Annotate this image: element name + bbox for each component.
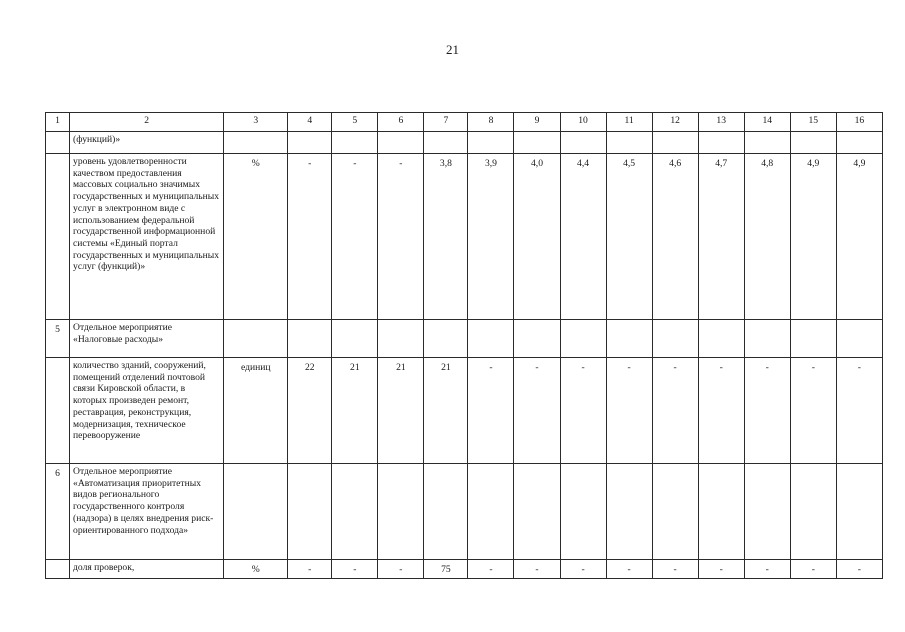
value-cell xyxy=(652,132,698,154)
header-cell: 15 xyxy=(790,113,836,132)
value-cell: - xyxy=(560,358,606,464)
row-description: (функций)» xyxy=(70,132,224,154)
value-cell: - xyxy=(606,358,652,464)
value-cell: - xyxy=(698,358,744,464)
table-row xyxy=(46,154,883,320)
value-cell xyxy=(424,132,468,154)
row-description: Отдельное мероприятие «Налоговые расходы» xyxy=(70,320,224,358)
table-row xyxy=(46,464,883,560)
header-cell: 10 xyxy=(560,113,606,132)
value-cell: 4,9 xyxy=(790,154,836,320)
value-cell xyxy=(378,464,424,560)
value-cell xyxy=(606,320,652,358)
value-cell: - xyxy=(468,358,514,464)
header-cell: 1 xyxy=(46,113,70,132)
value-cell: - xyxy=(790,560,836,579)
value-cell: 4,9 xyxy=(836,154,882,320)
value-cell xyxy=(424,464,468,560)
value-cell xyxy=(514,464,560,560)
row-index xyxy=(46,358,70,464)
value-cell: - xyxy=(790,358,836,464)
value-cell xyxy=(378,320,424,358)
value-cell xyxy=(288,464,332,560)
value-cell: 22 xyxy=(288,358,332,464)
row-unit xyxy=(224,464,288,560)
value-cell: - xyxy=(836,560,882,579)
header-cell: 2 xyxy=(70,113,224,132)
value-cell xyxy=(332,464,378,560)
value-cell xyxy=(652,320,698,358)
value-cell xyxy=(606,132,652,154)
row-index xyxy=(46,560,70,579)
row-description: уровень удовлетворенности качеством предоставления массовых социально значимых государственных и муниципальных услуг в электронном виде с использованием федеральной государственной информационной системы «Единый портал государственных и муниципальных услуг (функций)» xyxy=(70,154,224,320)
value-cell xyxy=(288,132,332,154)
value-cell xyxy=(652,464,698,560)
value-cell: - xyxy=(514,358,560,464)
value-cell: 21 xyxy=(424,358,468,464)
value-cell xyxy=(468,132,514,154)
value-cell: - xyxy=(744,560,790,579)
value-cell xyxy=(790,132,836,154)
table-row xyxy=(46,132,883,154)
header-cell: 4 xyxy=(288,113,332,132)
value-cell xyxy=(560,132,606,154)
value-cell: 4,5 xyxy=(606,154,652,320)
value-cell: - xyxy=(606,560,652,579)
row-unit xyxy=(224,132,288,154)
value-cell xyxy=(514,132,560,154)
header-cell: 5 xyxy=(332,113,378,132)
value-cell xyxy=(378,132,424,154)
value-cell xyxy=(606,464,652,560)
row-unit: % xyxy=(224,154,288,320)
value-cell: - xyxy=(652,358,698,464)
value-cell xyxy=(560,320,606,358)
row-description: доля проверок, xyxy=(70,560,224,579)
value-cell xyxy=(560,464,606,560)
value-cell: 4,8 xyxy=(744,154,790,320)
value-cell: - xyxy=(652,560,698,579)
table-row xyxy=(46,358,883,464)
header-cell: 13 xyxy=(698,113,744,132)
value-cell xyxy=(836,132,882,154)
header-cell: 12 xyxy=(652,113,698,132)
value-cell xyxy=(790,464,836,560)
header-cell: 9 xyxy=(514,113,560,132)
value-cell xyxy=(332,132,378,154)
value-cell xyxy=(332,320,378,358)
value-cell: - xyxy=(698,560,744,579)
value-cell xyxy=(514,320,560,358)
row-unit: единиц xyxy=(224,358,288,464)
value-cell xyxy=(836,320,882,358)
page-number: 21 xyxy=(446,42,459,57)
value-cell: 4,4 xyxy=(560,154,606,320)
value-cell: - xyxy=(514,560,560,579)
value-cell xyxy=(468,320,514,358)
value-cell: - xyxy=(468,560,514,579)
value-cell xyxy=(288,320,332,358)
value-cell: - xyxy=(836,358,882,464)
value-cell xyxy=(698,132,744,154)
value-cell xyxy=(698,464,744,560)
value-cell: 4,6 xyxy=(652,154,698,320)
value-cell: 4,0 xyxy=(514,154,560,320)
header-cell: 11 xyxy=(606,113,652,132)
value-cell: 21 xyxy=(378,358,424,464)
value-cell: - xyxy=(378,560,424,579)
value-cell: 3,8 xyxy=(424,154,468,320)
header-cell: 6 xyxy=(378,113,424,132)
header-cell: 7 xyxy=(424,113,468,132)
value-cell xyxy=(790,320,836,358)
row-index: 6 xyxy=(46,464,70,560)
value-cell xyxy=(836,464,882,560)
row-unit xyxy=(224,320,288,358)
value-cell xyxy=(744,132,790,154)
value-cell: - xyxy=(744,358,790,464)
value-cell xyxy=(744,464,790,560)
row-description: Отдельное мероприятие «Автоматизация приоритетных видов регионального государственного контроля (надзора) в целях внедрения риск-ориентированного подхода» xyxy=(70,464,224,560)
value-cell: - xyxy=(332,154,378,320)
value-cell xyxy=(698,320,744,358)
header-cell: 8 xyxy=(468,113,514,132)
header-cell: 16 xyxy=(836,113,882,132)
header-cell: 14 xyxy=(744,113,790,132)
value-cell: 3,9 xyxy=(468,154,514,320)
value-cell: 21 xyxy=(332,358,378,464)
value-cell: - xyxy=(288,560,332,579)
row-index xyxy=(46,132,70,154)
value-cell: - xyxy=(560,560,606,579)
row-description: количество зданий, сооружений, помещений отделений почтовой связи Кировской области, в которых произведен ремонт, реставрация, реконструкция, модернизация, техническое перевооружение xyxy=(70,358,224,464)
table-row xyxy=(46,560,883,579)
indicators-table xyxy=(45,112,883,579)
value-cell: - xyxy=(288,154,332,320)
value-cell: - xyxy=(378,154,424,320)
value-cell xyxy=(424,320,468,358)
header-cell: 3 xyxy=(224,113,288,132)
value-cell xyxy=(468,464,514,560)
value-cell: - xyxy=(332,560,378,579)
header-row xyxy=(46,113,883,132)
table-row xyxy=(46,320,883,358)
row-unit: % xyxy=(224,560,288,579)
value-cell: 4,7 xyxy=(698,154,744,320)
value-cell xyxy=(744,320,790,358)
row-index xyxy=(46,154,70,320)
row-index: 5 xyxy=(46,320,70,358)
value-cell: 75 xyxy=(424,560,468,579)
